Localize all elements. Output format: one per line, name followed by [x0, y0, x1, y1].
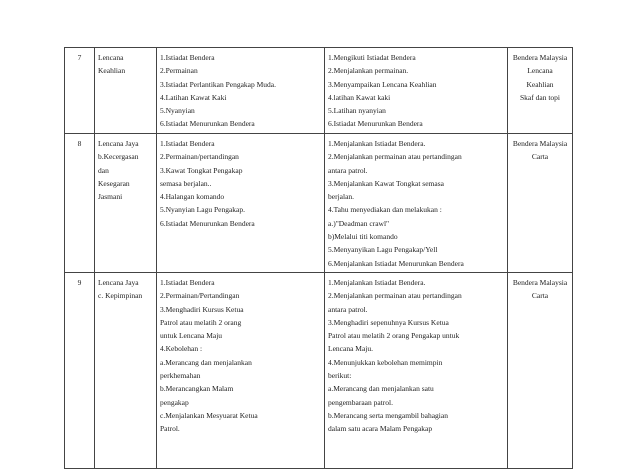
activity-line: c.Menjalankan Mesyuarat Ketua — [160, 410, 258, 420]
activity-line: 2.Permainan/Pertandingan — [160, 291, 240, 301]
activity-line: Patrol. — [160, 424, 180, 434]
activities-cell — [157, 48, 325, 134]
activities-cell — [157, 134, 325, 273]
table-row — [65, 272, 573, 468]
activity-line: 4.Kebolehan : — [160, 344, 203, 354]
requirement-line: pengembaraan patrol. — [328, 397, 393, 407]
equipment-cell — [508, 134, 573, 273]
activity-line: 4.Latihan Kawat Kaki — [160, 92, 227, 102]
activity-line: 3.Menghadiri Kursus Ketua — [160, 304, 244, 314]
equipment-line: Carta — [531, 152, 549, 162]
requirements-cell — [325, 134, 508, 273]
badge-name-cell — [95, 48, 157, 134]
equipment-line: Bendera Malaysia — [512, 277, 568, 287]
requirement-line: a.Merancang dan menjalankan satu — [328, 384, 434, 394]
equipment-line: Keahlian — [526, 79, 554, 89]
activity-line: 3.Istiadat Perlantikan Pengakap Muda. — [160, 79, 277, 89]
activity-line: 5.Nyanyian Lagu Pengakap. — [160, 205, 245, 215]
requirement-line: antara patrol. — [328, 304, 368, 314]
activity-line: pengakap — [160, 397, 189, 407]
activity-line: 6.Istiadat Menurunkan Bendera — [160, 218, 255, 228]
row-number: 7 — [65, 48, 95, 134]
row-number: 9 — [65, 272, 95, 468]
requirement-line: 4.Tahu menyediakan dan melakukan : — [328, 205, 442, 215]
requirement-line: berikut: — [328, 371, 352, 381]
requirement-line: 4.latihan Kawat kaki — [328, 92, 391, 102]
equipment-line: Bendera Malaysia — [512, 53, 568, 62]
badge-name-line: b.Kecergasan — [98, 152, 139, 162]
activity-line: 1.Istiadat Bendera — [160, 277, 215, 287]
requirements-cell — [325, 48, 508, 134]
requirement-line: a.)"Deadman crawl" — [328, 218, 390, 228]
requirement-line: 3.Menyampaikan Lencana Keahlian — [328, 79, 437, 89]
requirement-line: 1.Menjalankan Istiadat Bendera. — [328, 277, 426, 287]
badge-name-line: dan — [98, 165, 109, 175]
activity-line: a.Merancang dan menjalankan — [160, 357, 252, 367]
requirement-line: 6.Istiadat Menurunkan Bendera — [328, 119, 423, 129]
requirement-line: 2.Menjalankan permainan atau pertandingan — [328, 291, 462, 301]
equipment-cell — [508, 48, 573, 134]
badge-name-line: c. Kepimpinan — [98, 291, 143, 301]
requirement-line: 5.Latihan nyanyian — [328, 106, 386, 116]
requirement-line: 6.Menjalankan Istiadat Menurunkan Bendera — [328, 258, 464, 268]
activity-line: 2.Permainan/pertandingan — [160, 152, 239, 162]
requirement-line: antara patrol. — [328, 165, 368, 175]
requirement-line: Lencana Maju. — [328, 344, 373, 354]
requirement-line: Patrol atau melatih 2 orang Pengakap untuk — [328, 331, 460, 341]
activity-line: 2.Permainan — [160, 66, 198, 76]
row-number: 8 — [65, 134, 95, 273]
table-row — [65, 48, 573, 134]
badge-name-line: Lencana Jaya — [98, 277, 139, 287]
badge-name-line: Jasmani — [98, 192, 123, 202]
requirement-line: dalam satu acara Malam Pengakap — [328, 424, 433, 434]
activity-line: b.Merancangkan Malam — [160, 384, 234, 394]
activity-line: semasa berjalan.. — [160, 178, 212, 188]
equipment-cell — [508, 272, 573, 468]
badge-name-cell — [95, 134, 157, 273]
badge-name-line: Keahlian — [98, 66, 126, 76]
activity-line: perkhemahan — [160, 371, 201, 381]
badge-name-line: Lencana Jaya — [98, 139, 139, 148]
activity-line: 3.Kawat Tongkat Pengakap — [160, 165, 243, 175]
requirement-line: 3.Menjalankan Kawat Tongkat semasa — [328, 178, 444, 188]
requirement-line: 1.Menjalankan Istiadat Bendera. — [328, 139, 426, 148]
requirement-line: 2.Menjalankan permainan atau pertandingan — [328, 152, 462, 162]
activity-line: 4.Halangan komando — [160, 192, 225, 202]
requirement-line: 3.Menghadiri sepenuhnya Kursus Ketua — [328, 317, 449, 327]
equipment-line: Lencana — [527, 66, 553, 76]
activity-line: 1.Istiadat Bendera — [160, 139, 215, 148]
scout-badge-table — [64, 47, 573, 469]
activity-line: 5.Nyanyian — [160, 106, 195, 116]
activity-line: untuk Lencana Maju — [160, 331, 223, 341]
activity-line: 1.Istiadat Bendera — [160, 53, 215, 62]
requirement-line: 2.Menjalankan permainan. — [328, 66, 409, 76]
activity-line: 6.Istiadat Menurunkan Bendera — [160, 119, 255, 129]
table-row — [65, 134, 573, 273]
badge-name-cell — [95, 272, 157, 468]
requirement-line: berjalan. — [328, 192, 355, 202]
requirement-line: b.Merancang serta mengambil bahagian — [328, 410, 448, 420]
activities-cell — [157, 272, 325, 468]
equipment-line: Bendera Malaysia — [512, 139, 568, 148]
badge-name-line: Kesegaran — [98, 178, 130, 188]
requirements-cell — [325, 272, 508, 468]
equipment-line: Skaf dan topi — [520, 92, 560, 102]
requirement-line: 1.Mengikuti Istiadat Bendera — [328, 53, 416, 62]
activity-line: Patrol atau melatih 2 orang — [160, 317, 242, 327]
equipment-line: Carta — [531, 291, 549, 301]
requirement-line: 4.Menunjukkan kebolehan memimpin — [328, 357, 443, 367]
requirement-line: b)Melalui titi komando — [328, 232, 398, 242]
badge-name-line: Lencana — [98, 53, 124, 62]
requirement-line: 5.Menyanyikan Lagu Pengakap/Yell — [328, 245, 438, 255]
